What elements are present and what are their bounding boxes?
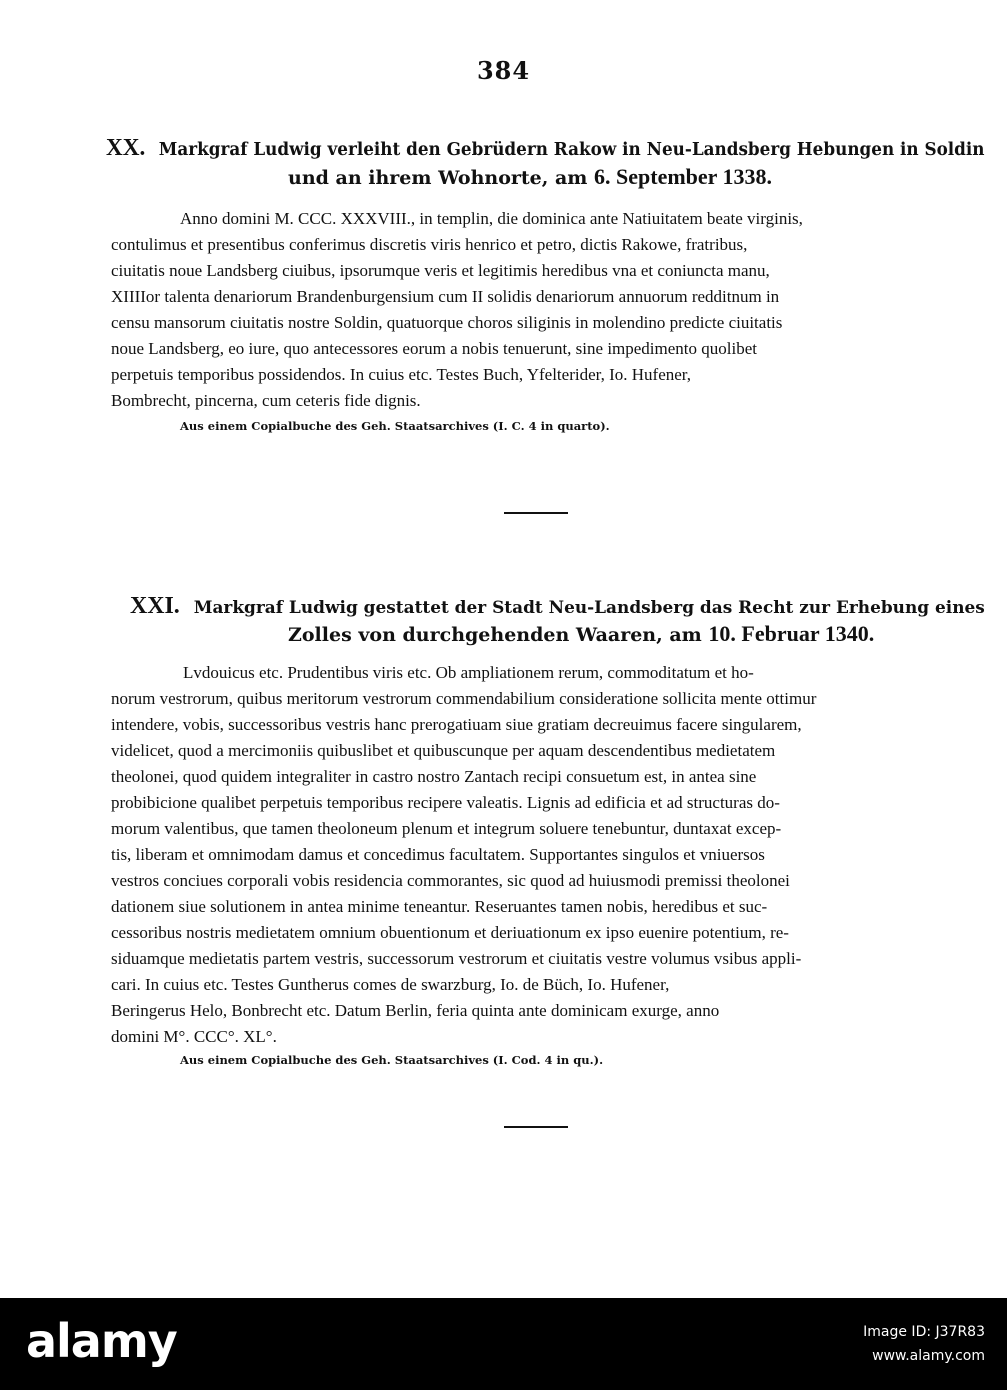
doc-xx-title-line2: und an ihrem Wohnorte, am — [288, 167, 588, 189]
doc-xx-body-line: XIIIIor talenta denariorum Brandenburgensium cum II solidis denariorum annuorum redditnum in — [111, 287, 780, 306]
doc-xx-body-line: contulimus et presentibus conferimus discretis viris henrico et petro, dictis Rakowe, fratribus, — [111, 235, 748, 254]
doc-xxi-source-note: Aus einem Copialbuche des Geh. Staatsarchives (I. Cod. 4 in qu.). — [180, 1053, 604, 1067]
doc-xx-body-line: perpetuis temporibus possidendos. In cuius etc. Testes Buch, Yfelterider, Io. Hufener, — [111, 365, 692, 384]
doc-xx-heading-line2 — [288, 163, 772, 192]
doc-xx-date: 6. September 1338. — [594, 164, 773, 189]
image-id-block — [863, 1320, 985, 1368]
section-divider — [504, 512, 568, 514]
doc-xx-body-line: censu mansorum ciuitatis nostre Soldin, quatuorque choros siliginis in molendino predicte ciuitatis — [111, 313, 783, 332]
doc-xx-body-line: noue Landsberg, eo iure, quo antecessores eorum a nobis tenuerunt, sine impedimento quolibet — [111, 339, 757, 358]
doc-xxi-body-line: domini M°. CCC°. XL°. — [111, 1027, 277, 1046]
doc-xxi-body-line: siduamque medietatis partem vestris, successorum vestrorum et ciuitatis vestre volumus vsibus appli- — [111, 949, 802, 968]
doc-xxi-body-line: morum valentibus, que tamen theoloneum plenum et integrum soluere tenebuntur, duntaxat excep- — [111, 819, 782, 838]
doc-xx-title-line1: Markgraf Ludwig verleiht den Gebrüdern Rakow in Neu-Landsberg Hebungen in Soldin — [158, 140, 985, 160]
doc-xxi-heading-line2 — [288, 620, 874, 649]
doc-xxi-heading-line1 — [130, 593, 985, 622]
site-url: www.alamy.com — [872, 1348, 985, 1364]
doc-xxi-body-line: theolonei, quod quidem integraliter in castro nostro Zantach recipi consuetum est, in antea sine — [111, 767, 757, 786]
doc-xxi-body-line: vestros conciues corporali vobis residencia commorantes, sic quod ad huiusmodi premissi theolonei — [111, 871, 790, 890]
doc-xxi-body-line: cessoribus nostris medietatem omnium obuentionum et deriuationum ex ipso euenire potentium, re- — [111, 923, 789, 942]
doc-xxi-body-line: Lvdouicus etc. Prudentibus viris etc. Ob ampliationem rerum, commoditatum et ho- — [183, 663, 754, 682]
doc-xxi-body-line: intendere, vobis, successoribus vestris hanc prerogatiuam siue gratiam decreuimus facere singularem, — [111, 715, 802, 734]
section-divider — [504, 1126, 568, 1128]
doc-xx-number: XX. — [106, 135, 146, 161]
doc-xx-body-line: Anno domini M. CCC. XXXVIII., in templin, die dominica ante Natiuitatem beate virginis, — [180, 209, 803, 228]
doc-xxi-body-line: tis, liberam et omnimodam damus et concedimus facultatem. Supportantes singulos et vniuersos — [111, 845, 765, 864]
doc-xxi-body-line: norum vestrorum, quibus meritorum vestrorum commendabilium consideratione sollicita mente ottimur — [111, 689, 817, 708]
page-number: 384 — [476, 56, 531, 85]
doc-xxi-body-line: dationem siue solutionem in antea minime teneantur. Reseruantes tamen nobis, heredibus et suc- — [111, 897, 768, 916]
doc-xxi-title-line1: Markgraf Ludwig gestattet der Stadt Neu-Landsberg das Recht zur Erhebung eines — [193, 598, 985, 618]
doc-xx-body-line: ciuitatis noue Landsberg ciuibus, ipsorumque veris et legitimis heredibus vna et coniuncta manu, — [111, 261, 770, 280]
alamy-logo: alamy — [26, 1314, 177, 1368]
image-id-label: Image ID: J37R83 — [863, 1324, 985, 1340]
doc-xxi-date: 10. Februar 1340. — [708, 621, 875, 646]
doc-xxi-body-line: cari. In cuius etc. Testes Guntherus comes de swarzburg, Io. de Büch, Io. Hufener, — [111, 975, 670, 994]
doc-xxi-body-line: videlicet, quod a mercimoniis quibuslibet et quibuscunque per aquam descendentibus medietatem — [111, 741, 776, 760]
doc-xx-heading-line1 — [106, 135, 985, 164]
doc-xxi-title-line2: Zolles von durchgehenden Waaren, am — [288, 624, 702, 646]
doc-xxi-number: XXI. — [130, 593, 180, 619]
doc-xx-source-note: Aus einem Copialbuche des Geh. Staatsarchives (I. C. 4 in quarto). — [180, 419, 610, 433]
doc-xx-body-line: Bombrecht, pincerna, cum ceteris fide dignis. — [111, 391, 421, 410]
doc-xxi-body-line: Beringerus Helo, Bonbrecht etc. Datum Berlin, feria quinta ante dominicam exurge, anno — [111, 1001, 720, 1020]
doc-xxi-body-line: probibicione qualibet perpetuis temporibus recipere valeatis. Lignis ad edificia et ad structuras do- — [111, 793, 780, 812]
